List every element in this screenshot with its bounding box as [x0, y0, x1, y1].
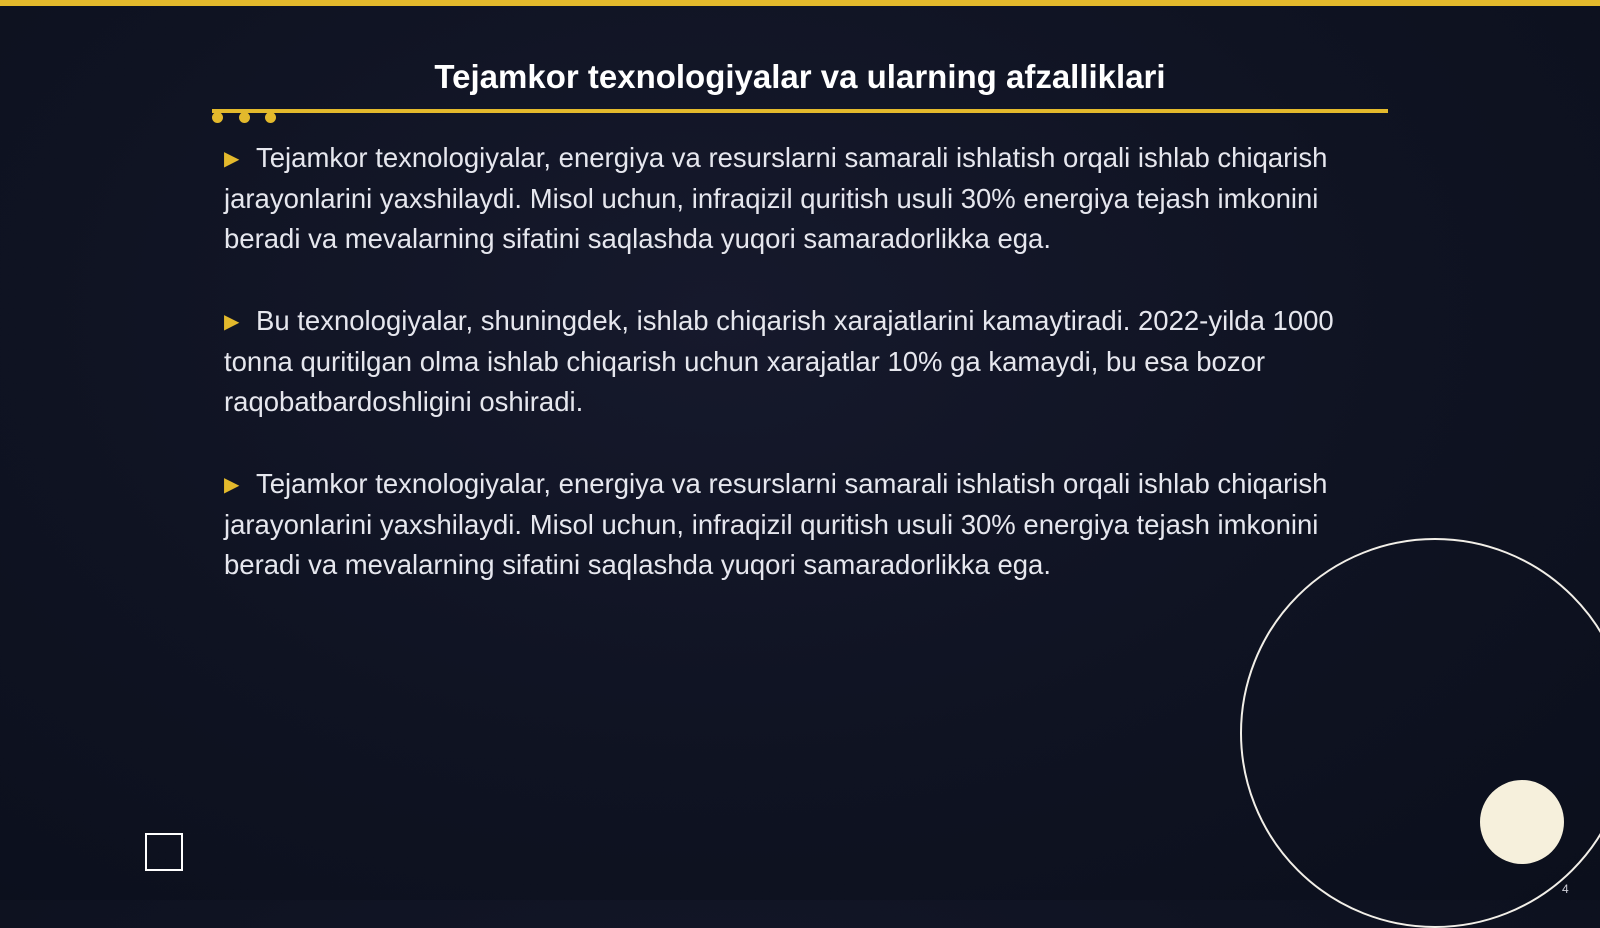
decorative-square — [145, 833, 183, 871]
decorative-dot — [212, 112, 223, 123]
bullet-text: Tejamkor texnologiyalar, energiya va resurslarni samarali ishlatish orqali ishlab chiqarish jarayonlarini yaxshilaydi. Misol uchun, infraqizil quritish usuli 30% energiya tejash imkonini beradi va mevalarning sifatini saqlashda yuqori samaradorlikka ega. — [224, 142, 1328, 254]
decorative-disc — [1480, 780, 1564, 864]
bullet-item — [224, 138, 1374, 259]
bullet-list — [224, 138, 1374, 627]
page-number: 4 — [1562, 882, 1569, 896]
decorative-dot — [239, 112, 250, 123]
triangle-right-icon: ▶ — [224, 148, 240, 170]
triangle-right-icon: ▶ — [224, 474, 240, 496]
top-accent-bar — [0, 0, 1600, 6]
title-underline — [212, 109, 1388, 113]
bullet-text: Tejamkor texnologiyalar, energiya va resurslarni samarali ishlatish orqali ishlab chiqarish jarayonlarini yaxshilaydi. Misol uchun, infraqizil quritish usuli 30% energiya tejash imkonini beradi va mevalarning sifatini saqlashda yuqori samaradorlikka ega. — [224, 468, 1328, 580]
triangle-right-icon: ▶ — [224, 311, 240, 333]
bullet-item — [224, 301, 1374, 422]
bullet-item — [224, 464, 1374, 585]
slide-title: Tejamkor texnologiyalar va ularning afzalliklari — [434, 58, 1166, 95]
bullet-text: Bu texnologiyalar, shuningdek, ishlab chiqarish xarajatlarini kamaytiradi. 2022-yilda 1000 tonna quritilgan olma ishlab chiqarish uchun xarajatlar 10% ga kamaydi, bu esa bozor raqobatbardoshligini oshiradi. — [224, 305, 1334, 417]
decorative-dot — [265, 112, 276, 123]
decorative-ring — [1240, 538, 1600, 928]
